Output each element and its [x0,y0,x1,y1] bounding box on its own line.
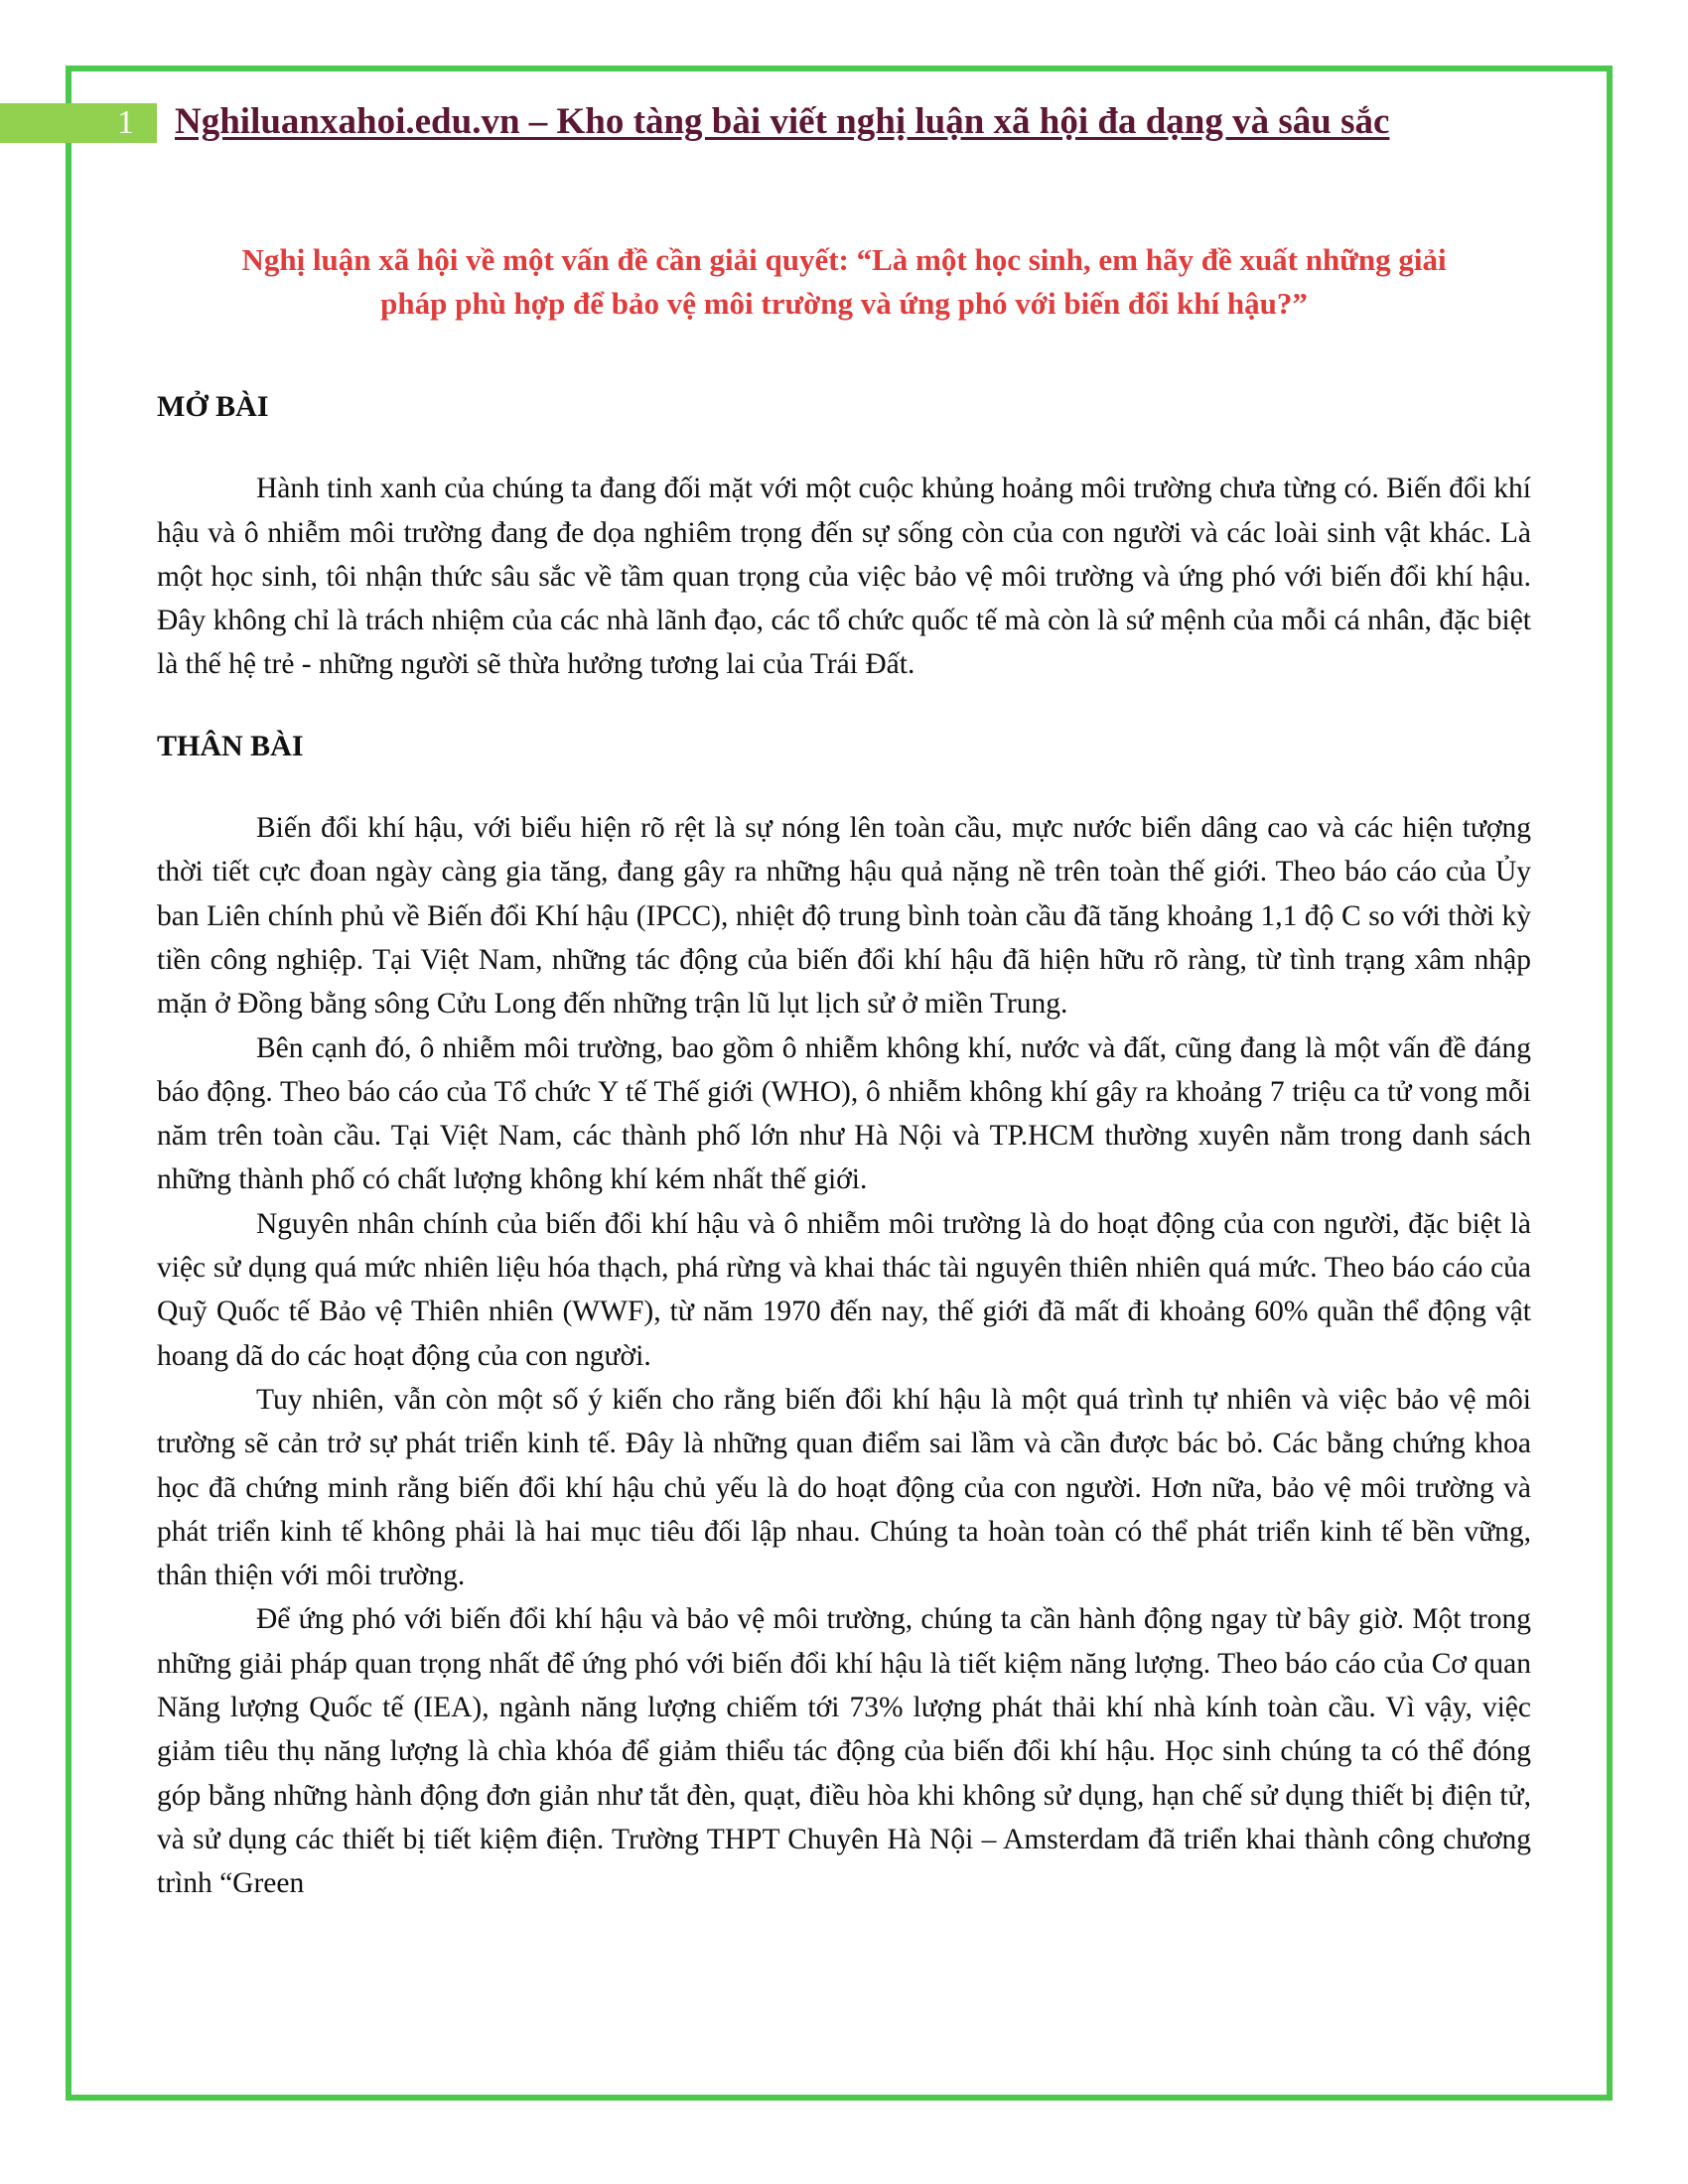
section-heading-mo-bai: MỞ BÀI [157,390,269,423]
paragraph: Biến đổi khí hậu, với biểu hiện rõ rệt là sự nóng lên toàn cầu, mực nước biển dâng cao và các hiện tượng thời tiết cực đoan ngày càng gia tăng, đang gây ra những hậu quả nặng nề trên toàn thế giới. Theo báo cáo của Ủy ban Liên chính phủ về Biến đổi Khí hậu (IPCC), nhiệt độ trung bình toàn cầu đã tăng khoảng 1,1 độ C so với thời kỳ tiền công nghiệp. Tại Việt Nam, những tác động của biến đổi khí hậu đã hiện hữu rõ ràng, từ tình trạng xâm nhập mặn ở Đồng bằng sông Cửu Long đến những trận lũ lụt lịch sử ở miền Trung. [157,812,1531,1021]
paragraph: Để ứng phó với biến đổi khí hậu và bảo vệ môi trường, chúng ta cần hành động ngay từ bây giờ. Một trong những giải pháp quan trọng nhất để ứng phó với biến đổi khí hậu là tiết kiệm năng lượng. Theo báo cáo của Cơ quan Năng lượng Quốc tế (IEA), ngành năng lượng chiếm tới 73% lượng phát thải khí nhà kính toàn cầu. Vì vậy, việc giảm tiêu thụ năng lượng là chìa khóa để giảm thiểu tác động của biến đổi khí hậu. Học sinh chúng ta có thể đóng góp bằng những hành động đơn giản như tắt đèn, quạt, điều hòa khi không sử dụng, hạn chế sử dụng thiết bị điện tử, và sử dụng các thiết bị tiết kiệm điện. Trường THPT Chuyên Hà Nội – Amsterdam đã triển khai thành công chương trình “Green [157,1603,1531,1900]
essay-title-line-1: Nghị luận xã hội về một vấn đề cần giải quyết: “Là một học sinh, em hãy đề xuất những giải [241,242,1447,277]
essay-title-line-2: pháp phù hợp để bảo vệ môi trường và ứng phó với biến đổi khí hậu?” [380,286,1308,321]
paragraph: Hành tinh xanh của chúng ta đang đối mặt với một cuộc khủng hoảng môi trường chưa từng có. Biến đổi khí hậu và ô nhiễm môi trường đang đe dọa nghiêm trọng đến sự sống còn của con người và các loài sinh vật khác. Là một học sinh, tôi nhận thức sâu sắc về tầm quan trọng của việc bảo vệ môi trường và ứng phó với biến đổi khí hậu. Đây không chỉ là trách nhiệm của các nhà lãnh đạo, các tổ chức quốc tế mà còn là sứ mệnh của mỗi cá nhân, đặc biệt là thế hệ trẻ - những người sẽ thừa hưởng tương lai của Trái Đất. [157,473,1531,681]
section-heading-than-bai: THÂN BÀI [157,729,304,762]
paragraph: Nguyên nhân chính của biến đổi khí hậu và ô nhiễm môi trường là do hoạt động của con người, đặc biệt là việc sử dụng quá mức nhiên liệu hóa thạch, phá rừng và khai thác tài nguyên thiên nhiên quá mức. Theo báo cáo của Quỹ Quốc tế Bảo vệ Thiên nhiên (WWF), từ năm 1970 đến nay, thế giới đã mất đi khoảng 60% quần thể động vật hoang dã do các hoạt động của con người. [157,1207,1531,1372]
site-header-link[interactable]: Nghiluanxahoi.edu.vn – Kho tàng bài viết nghị luận xã hội đa dạng và sâu sắc [175,101,1390,142]
essay-title [159,238,1529,326]
paragraph: Bên cạnh đó, ô nhiễm môi trường, bao gồm ô nhiễm không khí, nước và đất, cũng đang là một vấn đề đáng báo động. Theo báo cáo của Tổ chức Y tế Thế giới (WHO), ô nhiễm không khí gây ra khoảng 7 triệu ca tử vong mỗi năm trên toàn cầu. Tại Việt Nam, các thành phố lớn như Hà Nội và TP.HCM thường xuyên nằm trong danh sách những thành phố có chất lượng không khí kém nhất thế giới. [157,1031,1531,1196]
paragraph: Tuy nhiên, vẫn còn một số ý kiến cho rằng biến đổi khí hậu là một quá trình tự nhiên và việc bảo vệ môi trường sẽ cản trở sự phát triển kinh tế. Đây là những quan điểm sai lầm và cần được bác bỏ. Các bằng chứng khoa học đã chứng minh rằng biến đổi khí hậu chủ yếu là do hoạt động của con người. Hơn nữa, bảo vệ môi trường và phát triển kinh tế không phải là hai mục tiêu đối lập nhau. Chúng ta hoàn toàn có thể phát triển kinh tế bền vững, thân thiện với môi trường. [157,1383,1531,1592]
essay-body [157,385,1531,1906]
page-number: 1 [117,104,134,141]
